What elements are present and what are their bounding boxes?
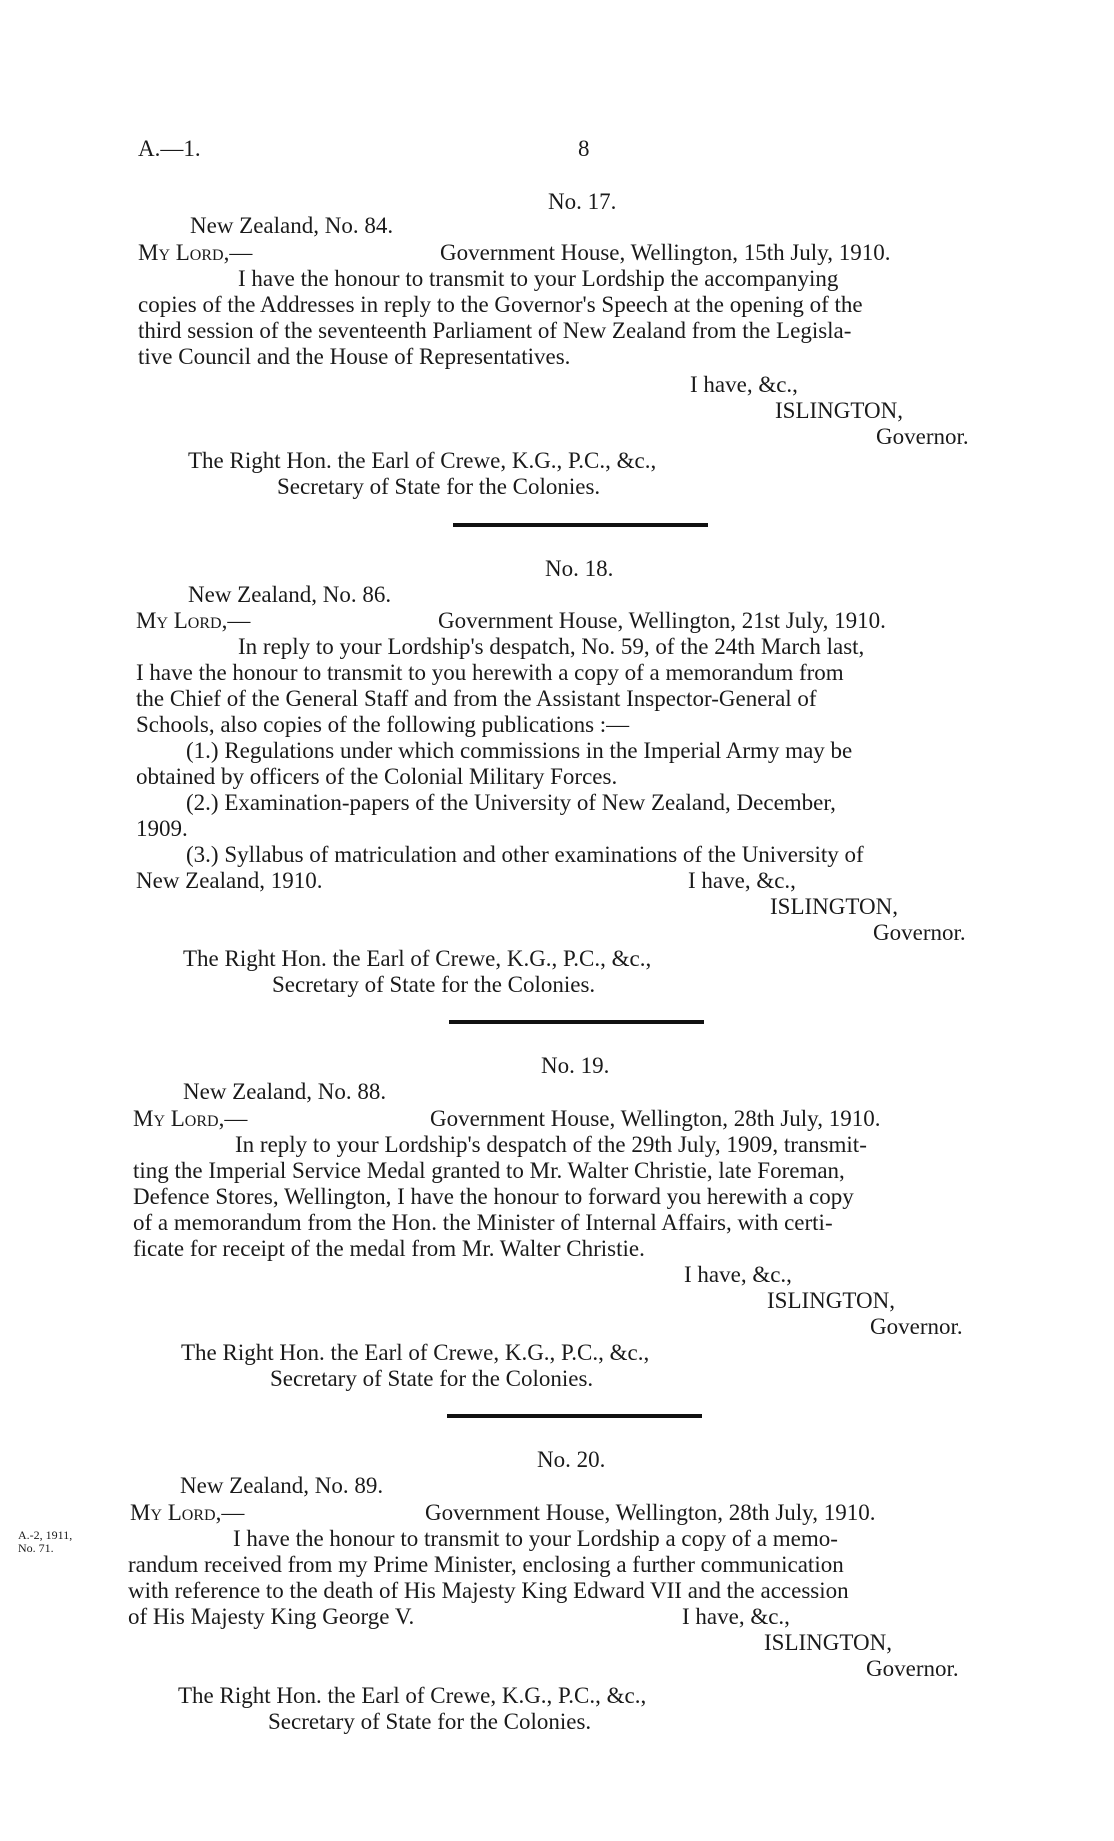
body-line: In reply to your Lordship's despatch, No. 59, of the 24th March last, <box>238 634 865 659</box>
body-line: In reply to your Lordship's despatch of the 29th July, 1909, transmit- <box>235 1132 867 1157</box>
list-item: (2.) Examination-papers of the University of New Zealand, December, <box>186 790 836 815</box>
body-line: third session of the seventeenth Parliament of New Zealand from the Legisla- <box>138 318 852 343</box>
section-divider <box>447 1414 702 1418</box>
body-line: randum received from my Prime Minister, enclosing a further communication <box>128 1552 844 1577</box>
dateline: Government House, Wellington, 15th July, 1910. <box>440 240 891 265</box>
salutation: My Lord,— <box>133 1106 248 1131</box>
closing: I have, &c., <box>684 1262 792 1287</box>
signatory-title: Governor. <box>866 1656 959 1681</box>
addressee-office: Secretary of State for the Colonies. <box>268 1709 592 1734</box>
addressee-office: Secretary of State for the Colonies. <box>272 972 596 997</box>
addressee-office: Secretary of State for the Colonies. <box>270 1366 594 1391</box>
despatch-reference: New Zealand, No. 89. <box>180 1473 384 1498</box>
body-line: ting the Imperial Service Medal granted to Mr. Walter Christie, late Foreman, <box>133 1158 845 1183</box>
closing: I have, &c., <box>690 372 798 397</box>
addressee-office: Secretary of State for the Colonies. <box>277 474 601 499</box>
margin-note-line: No. 71. <box>18 1541 54 1555</box>
margin-note <box>18 1529 72 1555</box>
body-line: of a memorandum from the Hon. the Minister of Internal Affairs, with certi- <box>133 1210 833 1235</box>
signature: ISLINGTON, <box>775 398 903 423</box>
addressee: The Right Hon. the Earl of Crewe, K.G., P.C., &c., <box>183 946 652 971</box>
addressee: The Right Hon. the Earl of Crewe, K.G., P.C., &c., <box>178 1683 647 1708</box>
closing: I have, &c., <box>682 1604 790 1629</box>
signature: ISLINGTON, <box>770 894 898 919</box>
body-line: of His Majesty King George V. <box>128 1604 415 1629</box>
body-line: 1909. <box>136 816 188 841</box>
signatory-title: Governor. <box>876 424 969 449</box>
page-number: 8 <box>578 136 590 161</box>
body-line: copies of the Addresses in reply to the Governor's Speech at the opening of the <box>138 292 863 317</box>
list-item: (1.) Regulations under which commissions in the Imperial Army may be <box>186 738 853 763</box>
signatory-title: Governor. <box>870 1314 963 1339</box>
dateline: Government House, Wellington, 21st July, 1910. <box>438 608 886 633</box>
body-line: I have the honour to transmit to your Lordship a copy of a memo- <box>233 1526 838 1551</box>
body-line: ficate for receipt of the medal from Mr. Walter Christie. <box>133 1236 645 1261</box>
letter-number: No. 20. <box>537 1447 606 1472</box>
signatory-title: Governor. <box>873 920 966 945</box>
letter-number: No. 19. <box>541 1053 610 1078</box>
list-item: (3.) Syllabus of matriculation and other examinations of the University of <box>186 842 864 867</box>
body-line: Defence Stores, Wellington, I have the honour to forward you herewith a copy <box>133 1184 854 1209</box>
body-line: the Chief of the General Staff and from the Assistant Inspector-General of <box>136 686 817 711</box>
salutation: My Lord,— <box>136 608 251 633</box>
salutation: My Lord,— <box>138 240 253 265</box>
salutation: My Lord,— <box>130 1500 245 1525</box>
section-divider <box>449 1020 704 1024</box>
body-line: tive Council and the House of Representatives. <box>138 344 571 369</box>
dateline: Government House, Wellington, 28th July, 1910. <box>430 1106 881 1131</box>
body-line: I have the honour to transmit to you herewith a copy of a memorandum from <box>136 660 844 685</box>
despatch-reference: New Zealand, No. 88. <box>183 1079 387 1104</box>
section-divider <box>453 523 708 527</box>
body-line: I have the honour to transmit to your Lordship the accompanying <box>238 266 839 291</box>
dateline: Government House, Wellington, 28th July, 1910. <box>425 1500 876 1525</box>
closing: I have, &c., <box>688 868 796 893</box>
body-line: New Zealand, 1910. <box>136 868 323 893</box>
body-line: with reference to the death of His Majesty King Edward VII and the accession <box>128 1578 849 1603</box>
signature: ISLINGTON, <box>764 1630 892 1655</box>
addressee: The Right Hon. the Earl of Crewe, K.G., P.C., &c., <box>181 1340 650 1365</box>
document-reference: A.—1. <box>138 136 201 161</box>
despatch-reference: New Zealand, No. 84. <box>190 213 394 238</box>
addressee: The Right Hon. the Earl of Crewe, K.G., P.C., &c., <box>188 448 657 473</box>
body-line: obtained by officers of the Colonial Military Forces. <box>136 764 618 789</box>
margin-note-line: A.-2, 1911, <box>18 1528 73 1542</box>
letter-number: No. 18. <box>545 556 614 581</box>
despatch-reference: New Zealand, No. 86. <box>188 582 392 607</box>
signature: ISLINGTON, <box>767 1288 895 1313</box>
letter-number: No. 17. <box>548 189 617 214</box>
body-line: Schools, also copies of the following publications :— <box>136 712 630 737</box>
